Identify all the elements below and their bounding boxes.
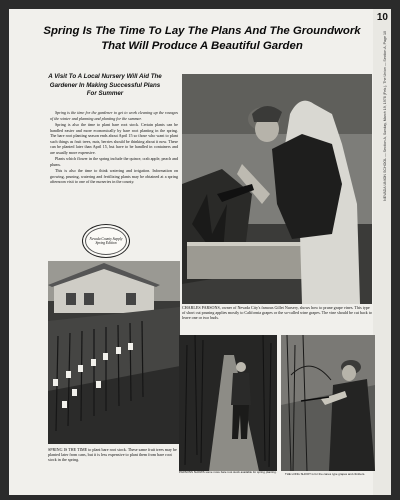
page-number: 10 [376,12,388,23]
folio-line: NEVADA UNION SCHOOL — Section A, Sunday, March 19, 1978 (Feb.), The Union — Section A, Page 10 [383,31,387,201]
article-paragraph: Plants which flower in the spring include the quince, crab apple, peach and plums. [50,156,178,167]
left-photo-caption: SPRING IS THE TIME to plant bare root stock. These same fruit trees may be planted later from cans, but it is less expensive to plant them from bare root stock in the spring. [48,447,177,463]
large-photo-caption: CHARLES PARSONS, owner of Nevada City's famous Gillet Nursery, shows how to prune grape vines. This type of short cut pruning applies mostly to California grapes or the so-called wine grapes. The vine should be cut back to leave one or two buds. [182,305,372,321]
article-body [50,110,178,186]
article-paragraph: This is also the time to think watering and irrigation. Information on growing, pruning, watering and fertilizing plants may be obtained at a spring afternoon visit to one of the nurseries in the county. [50,168,178,184]
small-photo-2-caption: THE LONG SHOOT is for the canes type grapes and climbers. [285,472,366,476]
newspaper-page [9,9,391,495]
small-photo-1-caption: PARSONS SHOWS some more bare root stock available for spring planting. [179,470,277,474]
edition-logo-text: Nevada County Supply Spring Edition [85,227,127,255]
man-pruning-vines-photo [182,74,372,304]
edition-logo [82,224,130,258]
man-walking-nursery-path-photo [179,335,277,471]
side-folio-strip [373,9,391,495]
article-paragraph: Spring is the time for the gardener to get to work cleaning up the ravages of the winter and planning and planting for the summer. [50,110,178,121]
nursery-tree-rows-photo [48,261,180,444]
article-subhead: A Visit To A Local Nursery Will Aid The Gardener In Making Successful Plans For Summer [48,73,162,98]
article-headline: Spring Is The Time To Lay The Plans And The Groundwork That Will Produce A Beautiful Garden [43,25,361,52]
man-with-grape-shoot-photo [281,335,375,471]
article-paragraph: Spring is also the time to plant bare root stock. Certain plants can be handled easier and more economically by bare root planting in the spring. The bare root planting season ends about April 15 so those who want to plant such things as fruit trees, nuts, berries should be thinking about it now. These can be planted later than April 15, but have to be handled in containers and are usually more expensive. [50,122,178,155]
